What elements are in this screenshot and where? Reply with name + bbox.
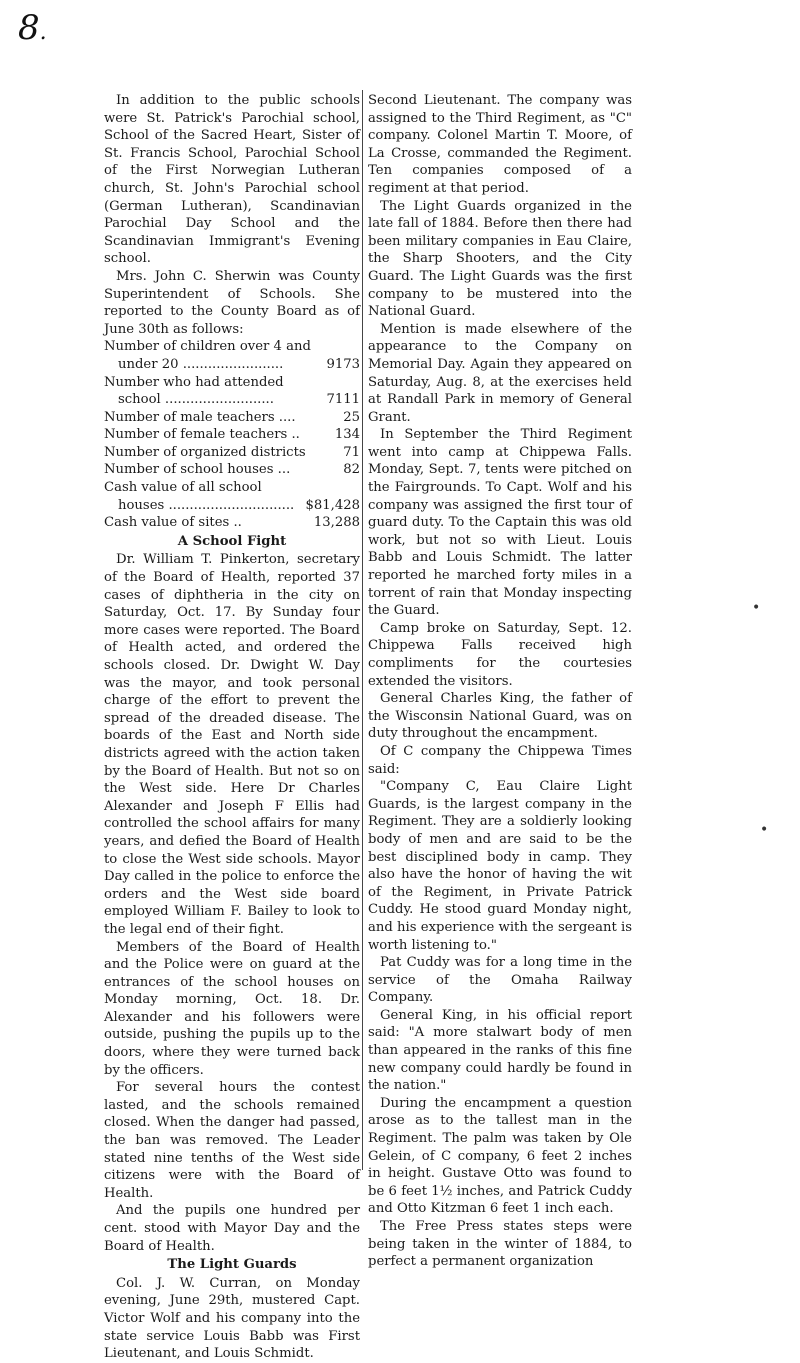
stat-row: Cash value of sites .. 13,288 (104, 515, 360, 531)
paragraph-right-7: Of C company the Chippewa Times said: (368, 743, 632, 777)
paragraph-intro: In addition to the public schools were St. Patrick's Parochial school, School of the Sacred Heart, Sister of St. Francis School, Parochial School of the First Norwegian Lutheran church, St. John's Parochial school (German Lutheran), Scandinavian Parochial Day School and the Scandinavian Immigrant's Evening school. (104, 93, 360, 267)
page-number: 8 . (18, 8, 47, 48)
stat-row: Number of male teachers .... 25 (104, 409, 360, 425)
margin-dot-mark: • (760, 822, 769, 838)
right-column (368, 92, 632, 1271)
heading-school-fight: A School Fight (177, 533, 287, 549)
paragraph-right-6: General Charles King, the father of the Wisconsin National Guard, was on duty throughout the encampment. (368, 691, 632, 742)
stat-row: under 20 ........................ 9173 (118, 356, 360, 372)
column-divider (362, 90, 363, 1170)
stat-row: houses .............................. $81,428 (118, 497, 360, 513)
paragraph-right-12: The Free Press states steps were being taken in the winter of 1884, to perfect a permanent organization (368, 1219, 632, 1270)
margin-dot-mark: • (752, 600, 761, 616)
paragraph-school-fight-1: Dr. William T. Pinkerton, secretary of the Board of Health, reported 37 cases of diphtheria in the city on Saturday, Oct. 17. By Sunday four more cases were reported. The Board of Health acted, and ordered the schools closed. Dr. Dwight W. Day was the mayor, and took personal charge of the effort to prevent the spread of the dreaded disease. The boards of the East and North side districts agreed with the action taken by the Board of Health. But not so on the West side. Here Dr Charles Alexander and Joseph F Ellis had controlled the school affairs for many years, and defied the Board of Health to close the West side schools. Mayor Day called in the police to enforce the orders and the West side board employed William F. Bailey to look to the legal end of their fight. (104, 552, 360, 937)
stat-row: Number of school houses ... 82 (104, 462, 360, 478)
paragraph-right-1: Second Lieutenant. The company was assigned to the Third Regiment, as "C" company. Colonel Martin T. Moore, of La Crosse, commanded the Regiment. Ten companies composed of a regiment at that period. (368, 93, 632, 196)
paragraph-right-10: General King, in his official report said: "A more stalwart body of men than appeared in the ranks of this fine new company could hardly be found in the nation." (368, 1007, 632, 1094)
paragraph-sherwin-report: Mrs. John C. Sherwin was County Superintendent of Schools. She reported to the County Board as of June 30th as follows: (104, 268, 360, 337)
paragraph-right-4: In September the Third Regiment went into camp at Chippewa Falls. Monday, Sept. 7, tents were pitched on the Fairgrounds. To Capt. Wolf and his company was assigned the first tour of guard duty. To the Captain this was old work, but not so with Lieut. Louis Babb and Louis Schmidt. The latter reported he marched forty miles in a torrent of rain that Monday inspecting the Guard. (368, 427, 632, 619)
paragraph-quote-chippewa-times: "Company C, Eau Claire Light Guards, is the largest company in the Regiment. They are a soldierly looking body of men and are said to be the best disciplined body in camp. They also have the honor of having the wit of the Regiment, in Private Patrick Cuddy. He stood guard Monday night, and his experience with the sergeant is worth listening to." (368, 779, 632, 953)
stat-row: Number of organized districts 71 (104, 444, 360, 460)
paragraph-school-fight-4: And the pupils one hundred per cent. stood with Mayor Day and the Board of Health. (104, 1203, 360, 1254)
school-statistics (104, 338, 360, 532)
paragraph-right-3: Mention is made elsewhere of the appearance to the Company on Memorial Day. Again they appeared on Saturday, Aug. 8, at the exercises held at Randall Park in memory of General Grant. (368, 321, 632, 425)
stat-row: Cash value of all school (104, 480, 262, 496)
left-column (104, 92, 360, 1363)
paragraph-light-guards-1: Col. J. W. Curran, on Monday evening, June 29th, mustered Capt. Victor Wolf and his company into the state service Louis Babb was First Lieutenant, and Louis Schmidt. (104, 1275, 360, 1362)
heading-light-guards: The Light Guards (167, 1257, 297, 1273)
stat-row: Number who had attended (104, 374, 284, 390)
paragraph-right-9: Pat Cuddy was for a long time in the service of the Omaha Railway Company. (368, 955, 632, 1006)
paragraph-school-fight-2: Members of the Board of Health and the Police were on guard at the entrances of the school houses on Monday morning, Oct. 18. Dr. Alexander and his followers were outside, pushing the pupils up to the doors, where they were turned back by the officers. (104, 939, 360, 1078)
stat-row: Number of children over 4 and (104, 339, 311, 355)
stat-row: Number of female teachers .. 134 (104, 427, 360, 443)
paragraph-right-5: Camp broke on Saturday, Sept. 12. Chippewa Falls received high compliments for the courtesies extended the visitors. (368, 620, 632, 689)
paragraph-school-fight-3: For several hours the contest lasted, and the schools remained closed. When the danger had passed, the ban was removed. The Leader stated nine tenths of the West side citizens were with the Board of Health. (104, 1080, 360, 1201)
stat-row: school .......................... 7111 (118, 392, 360, 408)
paragraph-right-2: The Light Guards organized in the late fall of 1884. Before then there had been military companies in Eau Claire, the Sharp Shooters, and the City Guard. The Light Guards was the first company to be mustered into the National Guard. (368, 198, 632, 320)
paragraph-right-11: During the encampment a question arose as to the tallest man in the Regiment. The palm was taken by Ole Gelein, of C company, 6 feet 2 inches in height. Gustave Otto was found to be 6 feet 1½ inches, and Patrick Cuddy and Otto Kitzman 6 feet 1 inch each. (368, 1095, 632, 1217)
